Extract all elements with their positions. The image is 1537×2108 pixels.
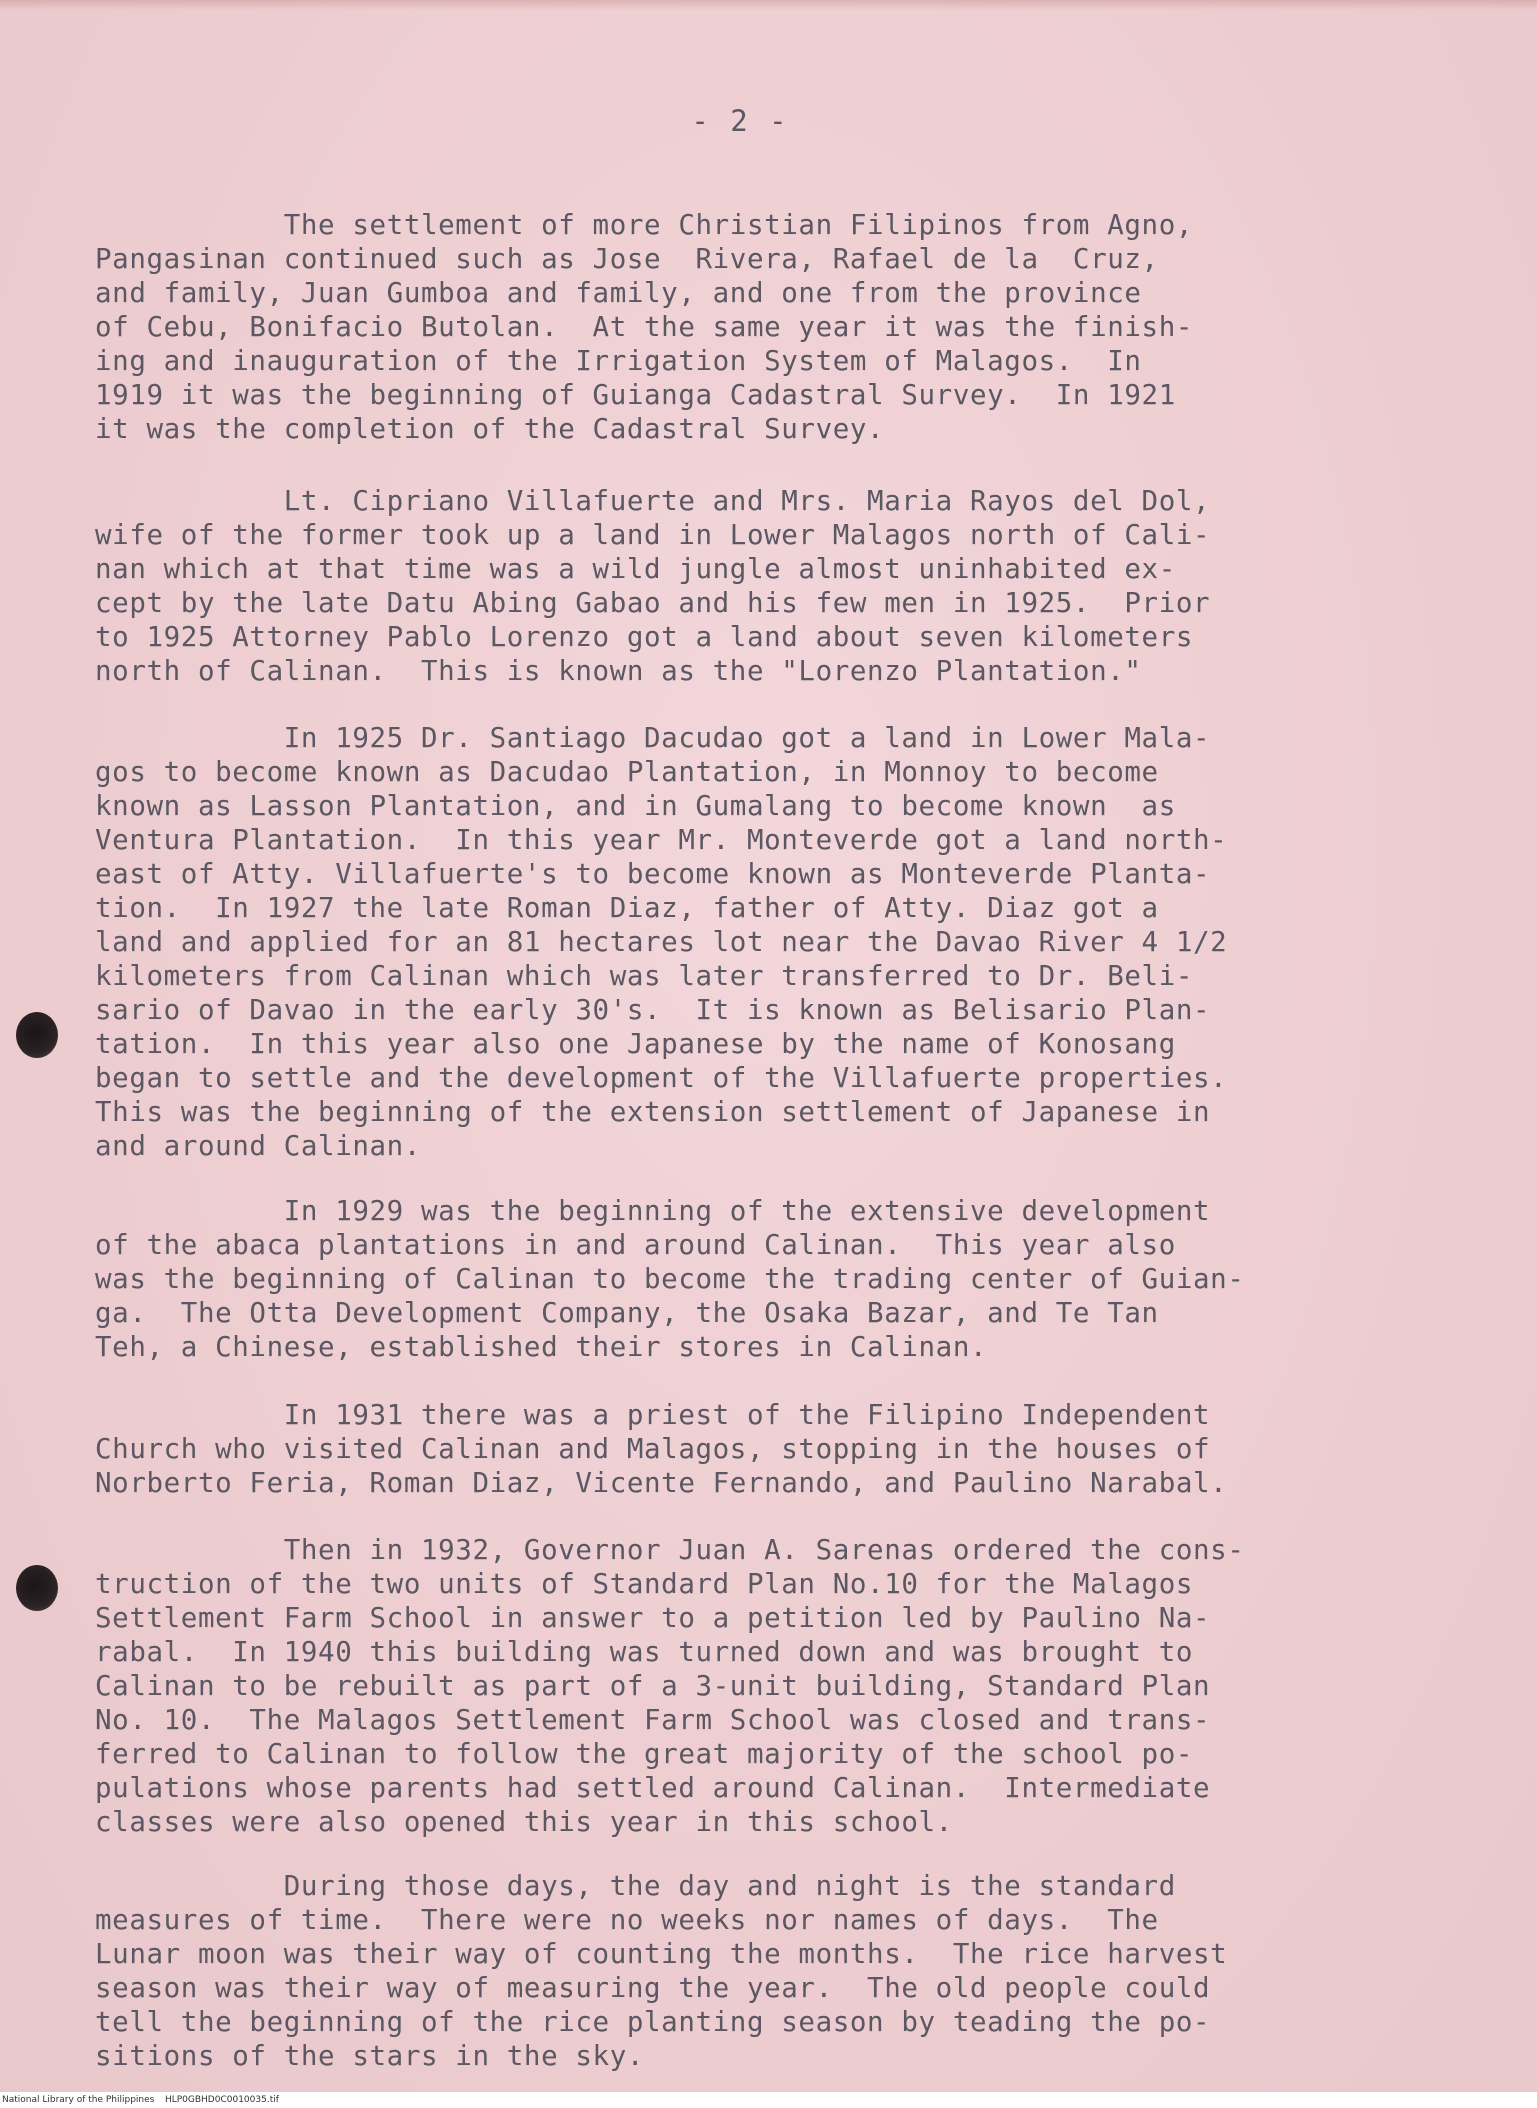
text-line: truction of the two units of Standard Plan No.10 for the Malagos bbox=[95, 1568, 1194, 1600]
punch-hole-upper bbox=[16, 1012, 58, 1058]
text-line: Lt. Cipriano Villafuerte and Mrs. Maria Rayos del Dol, bbox=[95, 485, 1211, 517]
text-line: tion. In 1927 the late Roman Diaz, father of Atty. Diaz got a bbox=[95, 892, 1159, 924]
paragraph-abaca bbox=[95, 1194, 1425, 1364]
text-line: In 1931 there was a priest of the Filipino Independent bbox=[95, 1399, 1211, 1431]
text-line: gos to become known as Dacudao Plantation, in Monnoy to become bbox=[95, 756, 1159, 788]
text-line: sitions of the stars in the sky. bbox=[95, 2040, 645, 2072]
text-line: wife of the former took up a land in Lower Malagos north of Cali- bbox=[95, 519, 1211, 551]
text-line: Norberto Feria, Roman Diaz, Vicente Fernando, and Paulino Narabal. bbox=[95, 1467, 1228, 1499]
text-line: In 1929 was the beginning of the extensive development bbox=[95, 1195, 1211, 1227]
text-line: ferred to Calinan to follow the great majority of the school po- bbox=[95, 1738, 1194, 1770]
text-line: Calinan to be rebuilt as part of a 3-unit building, Standard Plan bbox=[95, 1670, 1211, 1702]
text-line: In 1925 Dr. Santiago Dacudao got a land in Lower Mala- bbox=[95, 722, 1211, 754]
paragraph-time-measures bbox=[95, 1869, 1425, 2073]
paragraph-priest bbox=[95, 1398, 1425, 1500]
text-line: Pangasinan continued such as Jose Rivera, Rafael de la Cruz, bbox=[95, 243, 1159, 275]
text-line: nan which at that time was a wild jungle almost uninhabited ex- bbox=[95, 553, 1176, 585]
text-line: and around Calinan. bbox=[95, 1130, 421, 1162]
text-line: During those days, the day and night is the standard bbox=[95, 1870, 1176, 1902]
text-line: land and applied for an 81 hectares lot near the Davao River 4 1/2 bbox=[95, 926, 1228, 958]
paragraph-settlement bbox=[95, 208, 1425, 446]
text-line: This was the beginning of the extension settlement of Japanese in bbox=[95, 1096, 1211, 1128]
text-line: east of Atty. Villafuerte's to become known as Monteverde Planta- bbox=[95, 858, 1211, 890]
paragraph-school bbox=[95, 1533, 1425, 1839]
footer-institution: National Library of the Philippines bbox=[2, 2095, 155, 2105]
text-line: of the abaca plantations in and around Calinan. This year also bbox=[95, 1229, 1176, 1261]
footer-file-id: HLP0GBHD0C0010035.tif bbox=[164, 2095, 279, 2105]
text-line: Settlement Farm School in answer to a petition led by Paulino Na- bbox=[95, 1602, 1211, 1634]
text-line: 1919 it was the beginning of Guianga Cadastral Survey. In 1921 bbox=[95, 379, 1176, 411]
page-number: - 2 - bbox=[691, 104, 789, 138]
text-line: it was the completion of the Cadastral Survey. bbox=[95, 413, 885, 445]
text-line: The settlement of more Christian Filipinos from Agno, bbox=[95, 209, 1194, 241]
text-line: began to settle and the development of the Villafuerte properties. bbox=[95, 1062, 1228, 1094]
text-line: tell the beginning of the rice planting season by teading the po- bbox=[95, 2006, 1211, 2038]
text-line: measures of time. There were no weeks nor names of days. The bbox=[95, 1904, 1159, 1936]
scan-footer bbox=[0, 2092, 1537, 2108]
text-line: of Cebu, Bonifacio Butolan. At the same year it was the finish- bbox=[95, 311, 1194, 343]
text-line: season was their way of measuring the year. The old people could bbox=[95, 1972, 1211, 2004]
text-line: known as Lasson Plantation, and in Gumalang to become known as bbox=[95, 790, 1176, 822]
text-line: pulations whose parents had settled around Calinan. Intermediate bbox=[95, 1772, 1211, 1804]
text-line: Lunar moon was their way of counting the months. The rice harvest bbox=[95, 1938, 1228, 1970]
text-line: cept by the late Datu Abing Gabao and his few men in 1925. Prior bbox=[95, 587, 1211, 619]
text-line: to 1925 Attorney Pablo Lorenzo got a land about seven kilometers bbox=[95, 621, 1194, 653]
text-line: Ventura Plantation. In this year Mr. Monteverde got a land north- bbox=[95, 824, 1228, 856]
text-line: Then in 1932, Governor Juan A. Sarenas ordered the cons- bbox=[95, 1534, 1245, 1566]
text-line: ga. The Otta Development Company, the Osaka Bazar, and Te Tan bbox=[95, 1297, 1159, 1329]
text-line: was the beginning of Calinan to become the trading center of Guian- bbox=[95, 1263, 1245, 1295]
text-line: ing and inauguration of the Irrigation System of Malagos. In bbox=[95, 345, 1142, 377]
text-line: Teh, a Chinese, established their stores in Calinan. bbox=[95, 1331, 988, 1363]
text-line: sario of Davao in the early 30's. It is known as Belisario Plan- bbox=[95, 994, 1211, 1026]
text-line: classes were also opened this year in this school. bbox=[95, 1806, 953, 1838]
text-line: and family, Juan Gumboa and family, and one from the province bbox=[95, 277, 1142, 309]
text-line: north of Calinan. This is known as the "Lorenzo Plantation." bbox=[95, 655, 1142, 687]
paragraph-plantations bbox=[95, 721, 1425, 1163]
punch-hole-lower bbox=[16, 1565, 58, 1611]
text-line: Church who visited Calinan and Malagos, stopping in the houses of bbox=[95, 1433, 1211, 1465]
text-line: No. 10. The Malagos Settlement Farm School was closed and trans- bbox=[95, 1704, 1211, 1736]
paragraph-villafuerte bbox=[95, 484, 1425, 688]
page-edge-shadow bbox=[0, 0, 1537, 10]
text-line: kilometers from Calinan which was later transferred to Dr. Beli- bbox=[95, 960, 1194, 992]
text-line: rabal. In 1940 this building was turned down and was brought to bbox=[95, 1636, 1194, 1668]
text-line: tation. In this year also one Japanese by the name of Konosang bbox=[95, 1028, 1176, 1060]
